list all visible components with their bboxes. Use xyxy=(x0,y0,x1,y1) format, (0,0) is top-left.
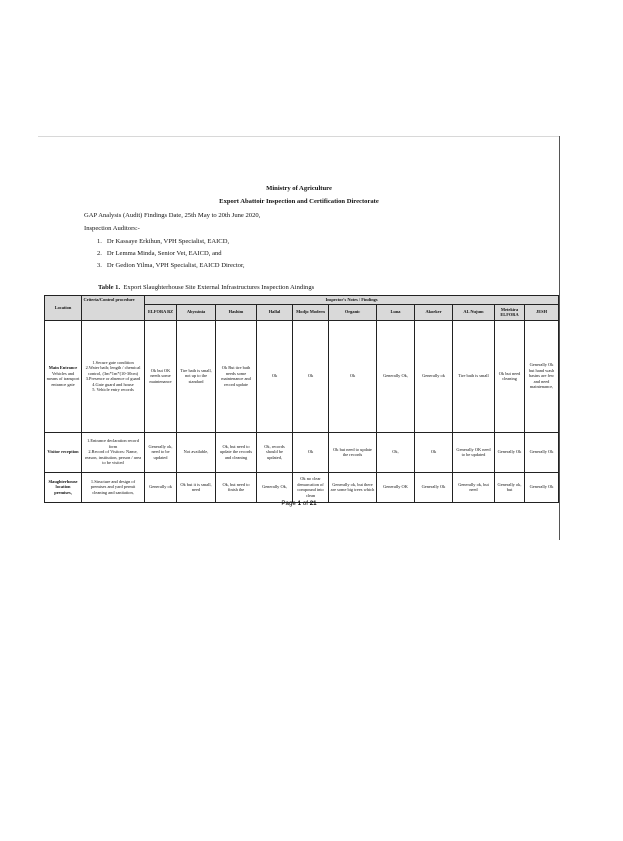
column-header: Modjo Modern xyxy=(293,304,329,320)
criteria-item: 2.Water bath; length / chemical control, (3m*1m*(10-30cm) xyxy=(85,365,141,376)
finding-cell: Generally Ok xyxy=(415,472,453,502)
table-row xyxy=(45,472,559,502)
directorate-title: Export Abattoir Inspection and Certification Directorate xyxy=(219,198,379,205)
finding-cell: Generally OK xyxy=(377,472,415,502)
location-title: Visitor reception xyxy=(47,449,79,455)
finding-cell: Generally ok xyxy=(415,320,453,432)
notes-header: Inspector's Notes / Findings xyxy=(145,296,559,305)
footer-total-pages: 21 xyxy=(309,500,317,507)
footer-of-word: of xyxy=(302,500,308,507)
auditor-name: Dr Kassaye Erkihun, VPH Specialist, EAICD, xyxy=(106,238,230,245)
page-top-edge xyxy=(38,136,560,137)
auditors-label: Inspection Auditors:- xyxy=(84,225,140,232)
page-footer xyxy=(38,500,560,507)
table-caption-label: Table 1. xyxy=(98,284,121,291)
column-header: AL Nujum xyxy=(453,304,495,320)
criteria-cell xyxy=(82,320,145,432)
finding-cell: Generally OK need to be updated xyxy=(453,432,495,472)
page-right-edge xyxy=(559,136,560,540)
finding-cell: Tire bath is small, not up to the standard xyxy=(177,320,216,432)
location-cell xyxy=(45,320,82,432)
table-row xyxy=(45,432,559,472)
criteria-item: 3.Presence or absence of guard xyxy=(85,376,141,381)
finding-cell: Generally ok, but there are some big trees which xyxy=(329,472,377,502)
finding-cell: Ok but it is small, need xyxy=(177,472,216,502)
finding-cell: Ok but need cleaning xyxy=(495,320,525,432)
ministry-title: Ministry of Agriculture xyxy=(266,185,332,192)
finding-cell: Ok xyxy=(293,432,329,472)
criteria-cell xyxy=(82,472,145,502)
column-header: Metekira ELFORA xyxy=(495,304,525,320)
auditor-number: 3. xyxy=(97,262,102,269)
auditor-number: 1. xyxy=(97,238,102,245)
location-cell xyxy=(45,432,82,472)
auditor-item xyxy=(97,262,245,269)
auditor-name: Dr Gedion Yilma, VPH Specialist, EAICD Director, xyxy=(106,262,245,269)
finding-cell: Ok xyxy=(257,320,293,432)
column-header: Organic xyxy=(329,304,377,320)
finding-cell: Ok but OK needs some maintenance xyxy=(145,320,177,432)
column-header: ELFORA BZ xyxy=(145,304,177,320)
table-row xyxy=(45,320,559,432)
criteria-cell xyxy=(82,432,145,472)
auditor-item xyxy=(97,250,222,257)
finding-cell: Ok, xyxy=(377,432,415,472)
auditor-item xyxy=(97,238,229,245)
finding-cell: Generally ok, but need xyxy=(453,472,495,502)
column-header: JESH xyxy=(525,304,559,320)
footer-page-number: 1 xyxy=(297,500,302,507)
finding-cell: Generally ok, need to be updated xyxy=(145,432,177,472)
column-header: Hallal xyxy=(257,304,293,320)
criteria-item: 1.Secure gate condition xyxy=(92,359,134,365)
gap-analysis-line: GAP Analysis (Audit) Findings Date, 25th May to 20th June 2020, xyxy=(84,212,261,219)
finding-cell: Ok But tire bath needs some maintenance and record update xyxy=(216,320,257,432)
finding-cell: Ok, but need to finish the xyxy=(216,472,257,502)
finding-cell: Generally Ok xyxy=(495,432,525,472)
finding-cell: Tire bath is small xyxy=(453,320,495,432)
criteria-item: 1.Structure and design of premises and yard permit cleaning and sanitation, xyxy=(90,478,136,495)
finding-cell: Ok xyxy=(415,432,453,472)
location-header: Location xyxy=(45,296,82,321)
finding-cell: Ok, records should be updated, xyxy=(257,432,293,472)
table-caption xyxy=(98,284,314,291)
finding-cell: Ok, but need to update the records and cleaning xyxy=(216,432,257,472)
finding-cell: Generally ok xyxy=(145,472,177,502)
table-caption-text: Export Slaughterhouse Site External Infrastructures Inspection Aindings xyxy=(123,284,315,291)
criteria-item: 5. Vehicle entry records xyxy=(92,387,134,392)
finding-cell: Generally Ok xyxy=(525,432,559,472)
auditor-name: Dr Lemma Minda, Senior Vet, EAICD, and xyxy=(106,250,222,257)
finding-cell: Generally Ok, xyxy=(257,472,293,502)
criteria-item: 4.Gate guard and house xyxy=(92,381,134,387)
location-title: Slaughterhouse location premises, xyxy=(48,478,78,495)
footer-page-word: Page xyxy=(281,500,296,507)
location-cell xyxy=(45,472,82,502)
findings-table xyxy=(44,295,559,503)
finding-cell: Ok xyxy=(329,320,377,432)
auditor-number: 2. xyxy=(97,250,102,257)
column-header: Abyssinia xyxy=(177,304,216,320)
column-header: Akoeker xyxy=(415,304,453,320)
criteria-item: 2.Record of Visitors: Name, reason, institution, person / area to be visited xyxy=(84,449,142,466)
criteria-item: 1.Entrance declaration record form xyxy=(87,438,139,449)
finding-cell: Generally Ok xyxy=(525,472,559,502)
column-header: Luna xyxy=(377,304,415,320)
finding-cell: Ok but need to update the records xyxy=(329,432,377,472)
finding-cell: Not available, xyxy=(177,432,216,472)
location-subtitle: Vehicles and means of transport entrance gate xyxy=(46,370,80,387)
finding-cell: Generally ok, but xyxy=(495,472,525,502)
finding-cell: Generally Ok, xyxy=(377,320,415,432)
column-header: Hashim xyxy=(216,304,257,320)
finding-cell: Generally Ok but hand wash basins are few and need maintenance, xyxy=(525,320,559,432)
finding-cell: Ok no clear demarcation of compound into clean xyxy=(293,472,329,502)
criteria-header: Criteria/Control procedure xyxy=(82,296,145,321)
location-title: Main Entrance xyxy=(48,365,78,370)
finding-cell: Ok xyxy=(293,320,329,432)
